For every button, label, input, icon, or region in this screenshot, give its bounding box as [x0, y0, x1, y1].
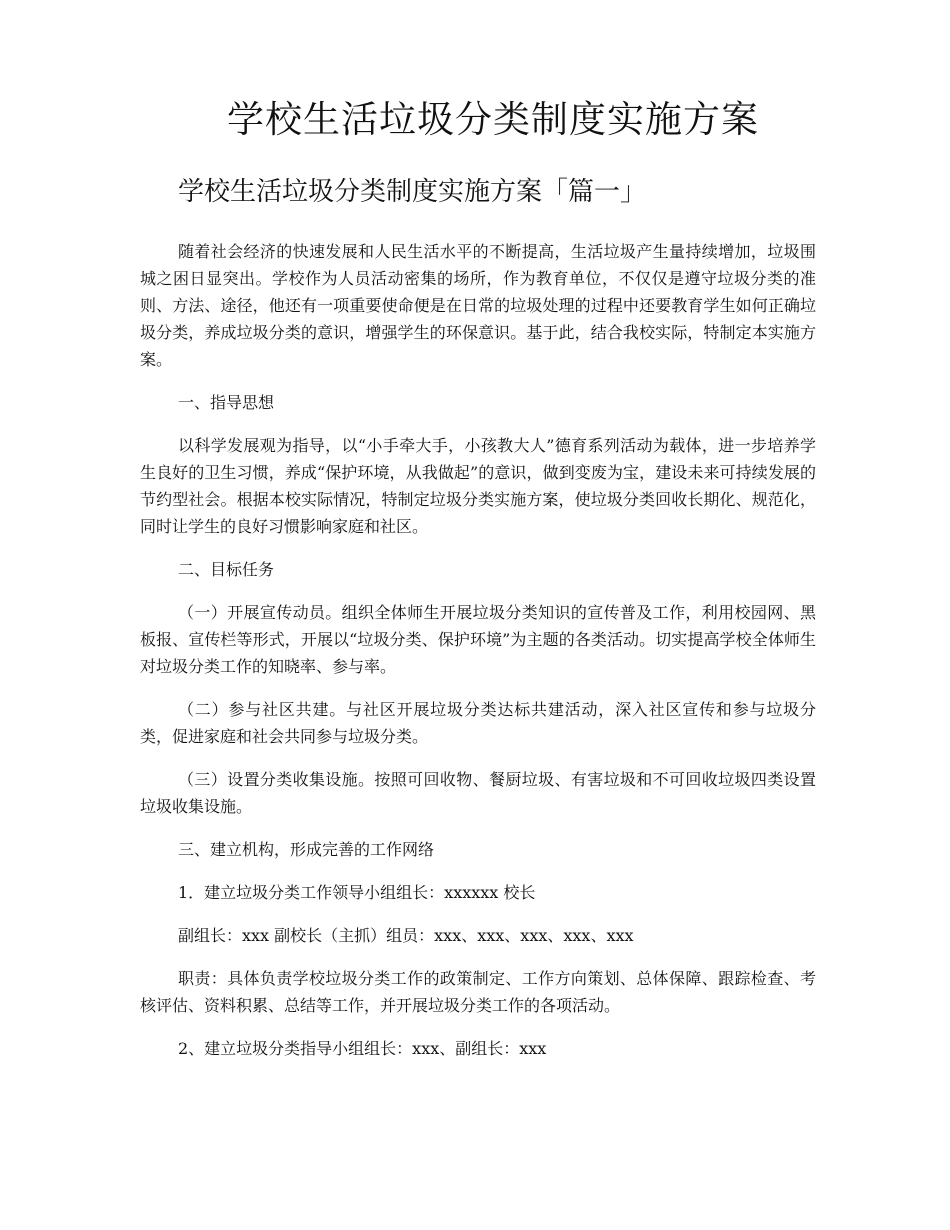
paragraph-deputy-members: 副组长：xxx 副校长（主抓）组员：xxx、xxx、xxx、xxx、xxx — [178, 926, 634, 945]
heading-organization: 三、建立机构，形成完善的工作网络 — [178, 840, 435, 859]
paragraph-goal-3: （三）设置分类收集设施。按照可回收物、餐厨垃圾、有害垃圾和不可回收垃圾四类设置垃圾收集设施。 — [140, 770, 816, 816]
heading-goals: 二、目标任务 — [178, 560, 275, 579]
paragraph-guiding-ideology: 以科学发展观为指导，以“小手牵大手，小孩教大人”德育系列活动为载体，进一步培养学生良好的卫生习惯，养成“保护环境，从我做起”的意识，做到变废为宝，建设未来可持续发展的节约型社会。根据本校实际情况，特制定垃圾分类实施方案，使垃圾分类回收长期化、规范化，同时让学生的良好习惯影响家庭和社区。 — [140, 436, 816, 536]
paragraph-intro: 随着社会经济的快速发展和人民生活水平的不断提高，生活垃圾产生量持续增加，垃圾围城之困日显突出。学校作为人员活动密集的场所，作为教育单位，不仅仅是遵守垃圾分类的准则、方法、途径，他还有一项重要使命便是在日常的垃圾处理的过程中还要教育学生如何正确垃圾分类，养成垃圾分类的意识，增强学生的环保意识。基于此，结合我校实际，特制定本实施方案。 — [140, 242, 816, 369]
document-body — [140, 238, 816, 1078]
heading-guiding-ideology: 一、指导思想 — [178, 393, 275, 412]
paragraph-duties: 职责：具体负责学校垃圾分类工作的政策制定、工作方向策划、总体保障、跟踪检查、考核评估、资料积累、总结等工作，并开展垃圾分类工作的各项活动。 — [140, 969, 816, 1015]
document-title: 学校生活垃圾分类制度实施方案 — [227, 98, 759, 141]
paragraph-goal-2: （二）参与社区共建。与社区开展垃圾分类达标共建活动，深入社区宣传和参与垃圾分类，促进家庭和社会共同参与垃圾分类。 — [140, 700, 816, 746]
section-title: 学校生活垃圾分类制度实施方案「篇一」 — [178, 177, 647, 207]
paragraph-guidance-group: 2、建立垃圾分类指导小组组长：xxx、副组长：xxx — [178, 1039, 547, 1058]
paragraph-goal-1: （一）开展宣传动员。组织全体师生开展垃圾分类知识的宣传普及工作，利用校园网、黑板报、宣传栏等形式，开展以“垃圾分类、保护环境”为主题的各类活动。切实提高学校全体师生对垃圾分类工作的知晓率、参与率。 — [140, 603, 816, 676]
paragraph-leading-group: 1．建立垃圾分类工作领导小组组长：xxxxxx 校长 — [178, 883, 536, 902]
